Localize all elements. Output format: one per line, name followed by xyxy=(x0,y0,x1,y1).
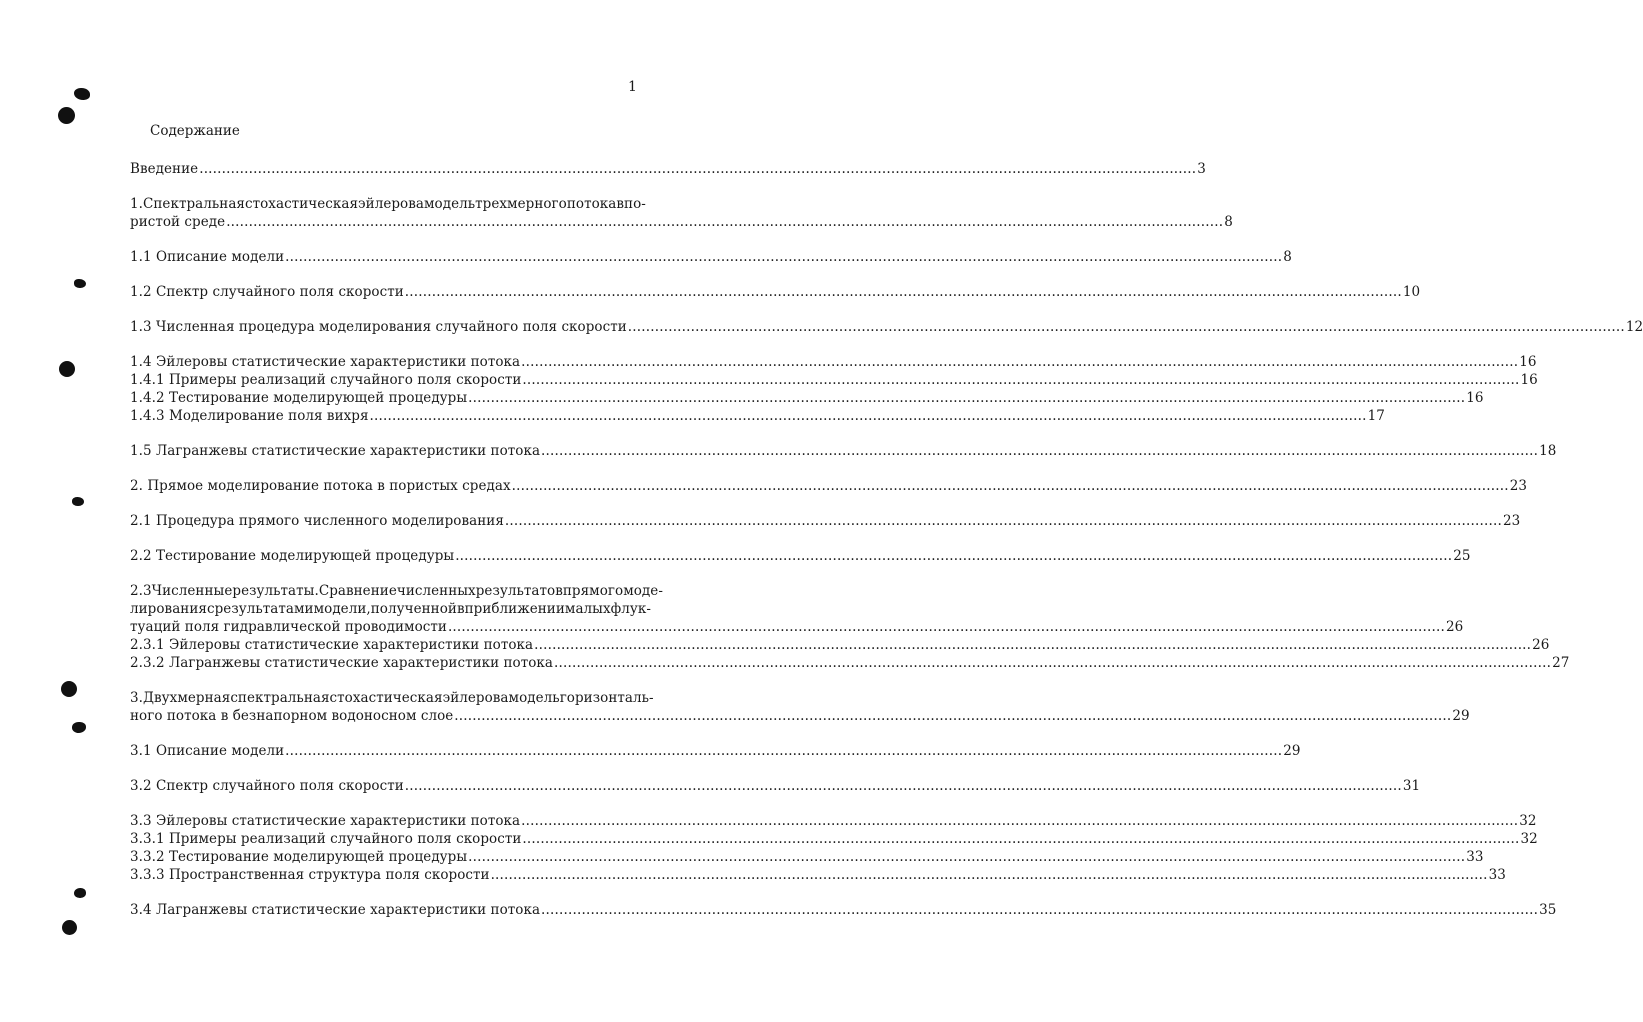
table-of-contents xyxy=(130,160,1643,936)
dot-leader xyxy=(285,742,1282,760)
toc-word: результатами xyxy=(214,601,314,617)
toc-entry xyxy=(130,777,1421,795)
toc-entry-page: 26 xyxy=(1532,637,1550,653)
dot-leader xyxy=(628,318,1625,336)
toc-line-text xyxy=(130,195,646,213)
toc-entry-page: 32 xyxy=(1519,813,1537,829)
toc-word: результатов xyxy=(475,583,563,599)
toc-word: 1. xyxy=(130,196,143,212)
toc-entry-page: 23 xyxy=(1502,513,1521,529)
dot-leader xyxy=(534,636,1531,654)
toc-entry-title: 1.4.2 Тестирование моделирующей процедуры xyxy=(130,390,468,406)
toc-entry-page: 33 xyxy=(1466,849,1484,865)
punch-hole xyxy=(59,361,75,377)
toc-group xyxy=(130,248,1292,266)
toc-group xyxy=(130,318,1643,336)
dot-leader xyxy=(454,707,1451,725)
toc-word: трехмерного xyxy=(475,196,567,212)
toc-word: приближении xyxy=(464,601,565,617)
toc-word: Двухмерная xyxy=(142,690,231,706)
toc-entry-page: 29 xyxy=(1452,708,1470,724)
toc-word: Численные xyxy=(151,583,233,599)
toc-entry-page: 10 xyxy=(1402,284,1421,300)
toc-word: Сравнение xyxy=(318,583,397,599)
page-number: 1 xyxy=(628,79,637,95)
dot-leader xyxy=(370,407,1367,425)
toc-group xyxy=(130,901,1557,919)
toc-entry xyxy=(130,160,1206,178)
toc-group xyxy=(130,689,1470,725)
toc-entry-page: 27 xyxy=(1552,655,1570,671)
dot-leader xyxy=(199,160,1196,178)
toc-entry xyxy=(130,547,1471,565)
scan-blot xyxy=(72,497,84,506)
toc-group xyxy=(130,477,1527,495)
toc-entry-page: 16 xyxy=(1519,354,1537,370)
toc-entry-page: 17 xyxy=(1367,408,1385,424)
toc-word: эйлерова xyxy=(442,690,509,706)
toc-entry-title: 1.3 Численная процедура моделирования случайного поля скорости xyxy=(130,319,627,335)
dot-leader xyxy=(541,901,1538,919)
toc-entry xyxy=(130,248,1292,266)
dot-leader xyxy=(491,866,1488,884)
punch-hole xyxy=(61,681,77,697)
toc-group xyxy=(130,195,1233,231)
dot-leader xyxy=(405,283,1402,301)
dot-leader xyxy=(521,812,1518,830)
toc-entry xyxy=(130,812,1537,830)
toc-entry-title: 3.3.2 Тестирование моделирующей процедуры xyxy=(130,849,468,865)
toc-group xyxy=(130,742,1301,760)
toc-word: горизонталь- xyxy=(559,690,654,706)
toc-word: лирования xyxy=(130,601,207,617)
toc-word: модели, xyxy=(313,601,371,617)
toc-entry-page: 25 xyxy=(1453,548,1471,564)
toc-entry-page: 8 xyxy=(1283,249,1292,265)
dot-leader xyxy=(512,477,1509,495)
toc-entry-page: 26 xyxy=(1446,619,1464,635)
toc-entry-title: 3.3 Эйлеровы статистические характеристики потока xyxy=(130,813,521,829)
toc-entry xyxy=(130,901,1557,919)
toc-word: модель xyxy=(423,196,476,212)
toc-entry-title: туаций поля гидравлической проводимости xyxy=(130,619,447,635)
toc-group xyxy=(130,512,1521,530)
toc-word: спектральная xyxy=(230,690,330,706)
dot-leader xyxy=(226,213,1223,231)
toc-entry-title: Введение xyxy=(130,161,199,177)
scan-blot xyxy=(74,888,86,898)
toc-word: 3. xyxy=(130,690,143,706)
toc-entry-title: 1.4 Эйлеровы статистические характеристики потока xyxy=(130,354,521,370)
toc-entry xyxy=(130,371,1538,389)
toc-entry-page: 18 xyxy=(1539,443,1557,459)
toc-entry-title: 2.3.2 Лагранжевы статистические характеристики потока xyxy=(130,655,554,671)
toc-word: полученной xyxy=(370,601,457,617)
toc-entry xyxy=(130,742,1301,760)
dot-leader xyxy=(554,654,1551,672)
toc-entry xyxy=(130,654,1570,672)
dot-leader xyxy=(522,371,1519,389)
toc-entry xyxy=(130,318,1643,336)
toc-entry-title: 1.4.1 Примеры реализаций случайного поля скорости xyxy=(130,372,522,388)
toc-entry xyxy=(130,636,1550,654)
toc-entry xyxy=(130,353,1537,371)
dot-leader xyxy=(455,547,1452,565)
toc-group xyxy=(130,160,1206,178)
toc-word: эйлерова xyxy=(358,196,424,212)
toc-entry xyxy=(130,477,1527,495)
dot-leader xyxy=(505,512,1502,530)
toc-word: 2.3 xyxy=(130,583,152,599)
toc-word: малых xyxy=(564,601,611,617)
toc-entry-page: 8 xyxy=(1224,214,1233,230)
toc-entry xyxy=(130,707,1470,725)
punch-hole xyxy=(62,920,77,935)
toc-word: Спектральная xyxy=(142,196,245,212)
toc-entry xyxy=(130,830,1538,848)
dot-leader xyxy=(521,353,1518,371)
dot-leader xyxy=(405,777,1402,795)
toc-entry-title: 3.3.1 Примеры реализаций случайного поля скорости xyxy=(130,831,522,847)
toc-word: по- xyxy=(624,196,646,212)
toc-word: стохастическая xyxy=(245,196,359,212)
toc-group xyxy=(130,442,1557,460)
dot-leader xyxy=(468,389,1465,407)
toc-entry-title: 1.2 Спектр случайного поля скорости xyxy=(130,284,404,300)
toc-entry xyxy=(130,848,1484,866)
toc-entry xyxy=(130,866,1506,884)
toc-word: в xyxy=(616,196,625,212)
toc-entry-title: 3.2 Спектр случайного поля скорости xyxy=(130,778,404,794)
toc-line-text xyxy=(130,600,651,618)
toc-entry-title: ного потока в безнапорном водоносном слое xyxy=(130,708,454,724)
toc-word: потока xyxy=(566,196,617,212)
toc-word: стохастическая xyxy=(329,690,443,706)
dot-leader xyxy=(285,248,1282,266)
toc-entry xyxy=(130,512,1521,530)
toc-entry-page: 35 xyxy=(1539,902,1557,918)
toc-entry-title: 2.1 Процедура прямого численного моделирования xyxy=(130,513,504,529)
toc-entry-title: 3.1 Описание модели xyxy=(130,743,285,759)
toc-entry-page: 32 xyxy=(1520,831,1538,847)
toc-entry-page: 29 xyxy=(1283,743,1301,759)
dot-leader xyxy=(448,618,1445,636)
toc-entry-page: 16 xyxy=(1466,390,1484,406)
toc-entry-title: 3.3.3 Пространственная структура поля скорости xyxy=(130,867,490,883)
toc-entry xyxy=(130,618,1464,636)
toc-entry-title: 1.4.3 Моделирование поля вихря xyxy=(130,408,369,424)
punch-hole xyxy=(58,107,75,124)
toc-entry-page: 16 xyxy=(1520,372,1538,388)
toc-entry-page: 3 xyxy=(1197,161,1206,177)
toc-entry-title: 1.1 Описание модели xyxy=(130,249,285,265)
toc-group xyxy=(130,547,1471,565)
scan-blot xyxy=(72,722,86,733)
scan-blot xyxy=(74,88,90,100)
toc-word: флук- xyxy=(610,601,651,617)
toc-title: Содержание xyxy=(150,123,240,139)
toc-group xyxy=(130,812,1538,884)
toc-entry xyxy=(130,442,1557,460)
toc-entry-page: 23 xyxy=(1509,478,1527,494)
toc-entry xyxy=(130,283,1421,301)
scan-blot xyxy=(74,279,86,288)
dot-leader xyxy=(541,442,1538,460)
toc-entry xyxy=(130,213,1233,231)
toc-entry-title: 3.4 Лагранжевы статистические характеристики потока xyxy=(130,902,541,918)
toc-entry-title: 1.5 Лагранжевы статистические характеристики потока xyxy=(130,443,541,459)
toc-word: с xyxy=(206,601,215,617)
toc-group xyxy=(130,777,1421,795)
toc-entry-title: 2. Прямое моделирование потока в пористых средах xyxy=(130,478,511,494)
toc-word: моде- xyxy=(623,583,663,599)
toc-line-text xyxy=(130,582,663,600)
toc-group xyxy=(130,353,1538,425)
toc-word: численных xyxy=(396,583,476,599)
toc-word: прямого xyxy=(562,583,624,599)
toc-word: результаты. xyxy=(232,583,319,599)
toc-line-text xyxy=(130,689,654,707)
toc-word: модель xyxy=(508,690,560,706)
dot-leader xyxy=(468,848,1465,866)
toc-entry-page: 31 xyxy=(1402,778,1421,794)
toc-entry-page: 33 xyxy=(1488,867,1506,883)
toc-entry xyxy=(130,407,1385,425)
toc-entry-title: 2.3.1 Эйлеровы статистические характеристики потока xyxy=(130,637,534,653)
toc-entry-title: ристой среде xyxy=(130,214,226,230)
toc-entry xyxy=(130,389,1484,407)
toc-group xyxy=(130,582,1570,672)
toc-group xyxy=(130,283,1421,301)
toc-entry-page: 12 xyxy=(1625,319,1643,335)
dot-leader xyxy=(522,830,1519,848)
toc-word: в xyxy=(456,601,465,617)
toc-entry-title: 2.2 Тестирование моделирующей процедуры xyxy=(130,548,455,564)
